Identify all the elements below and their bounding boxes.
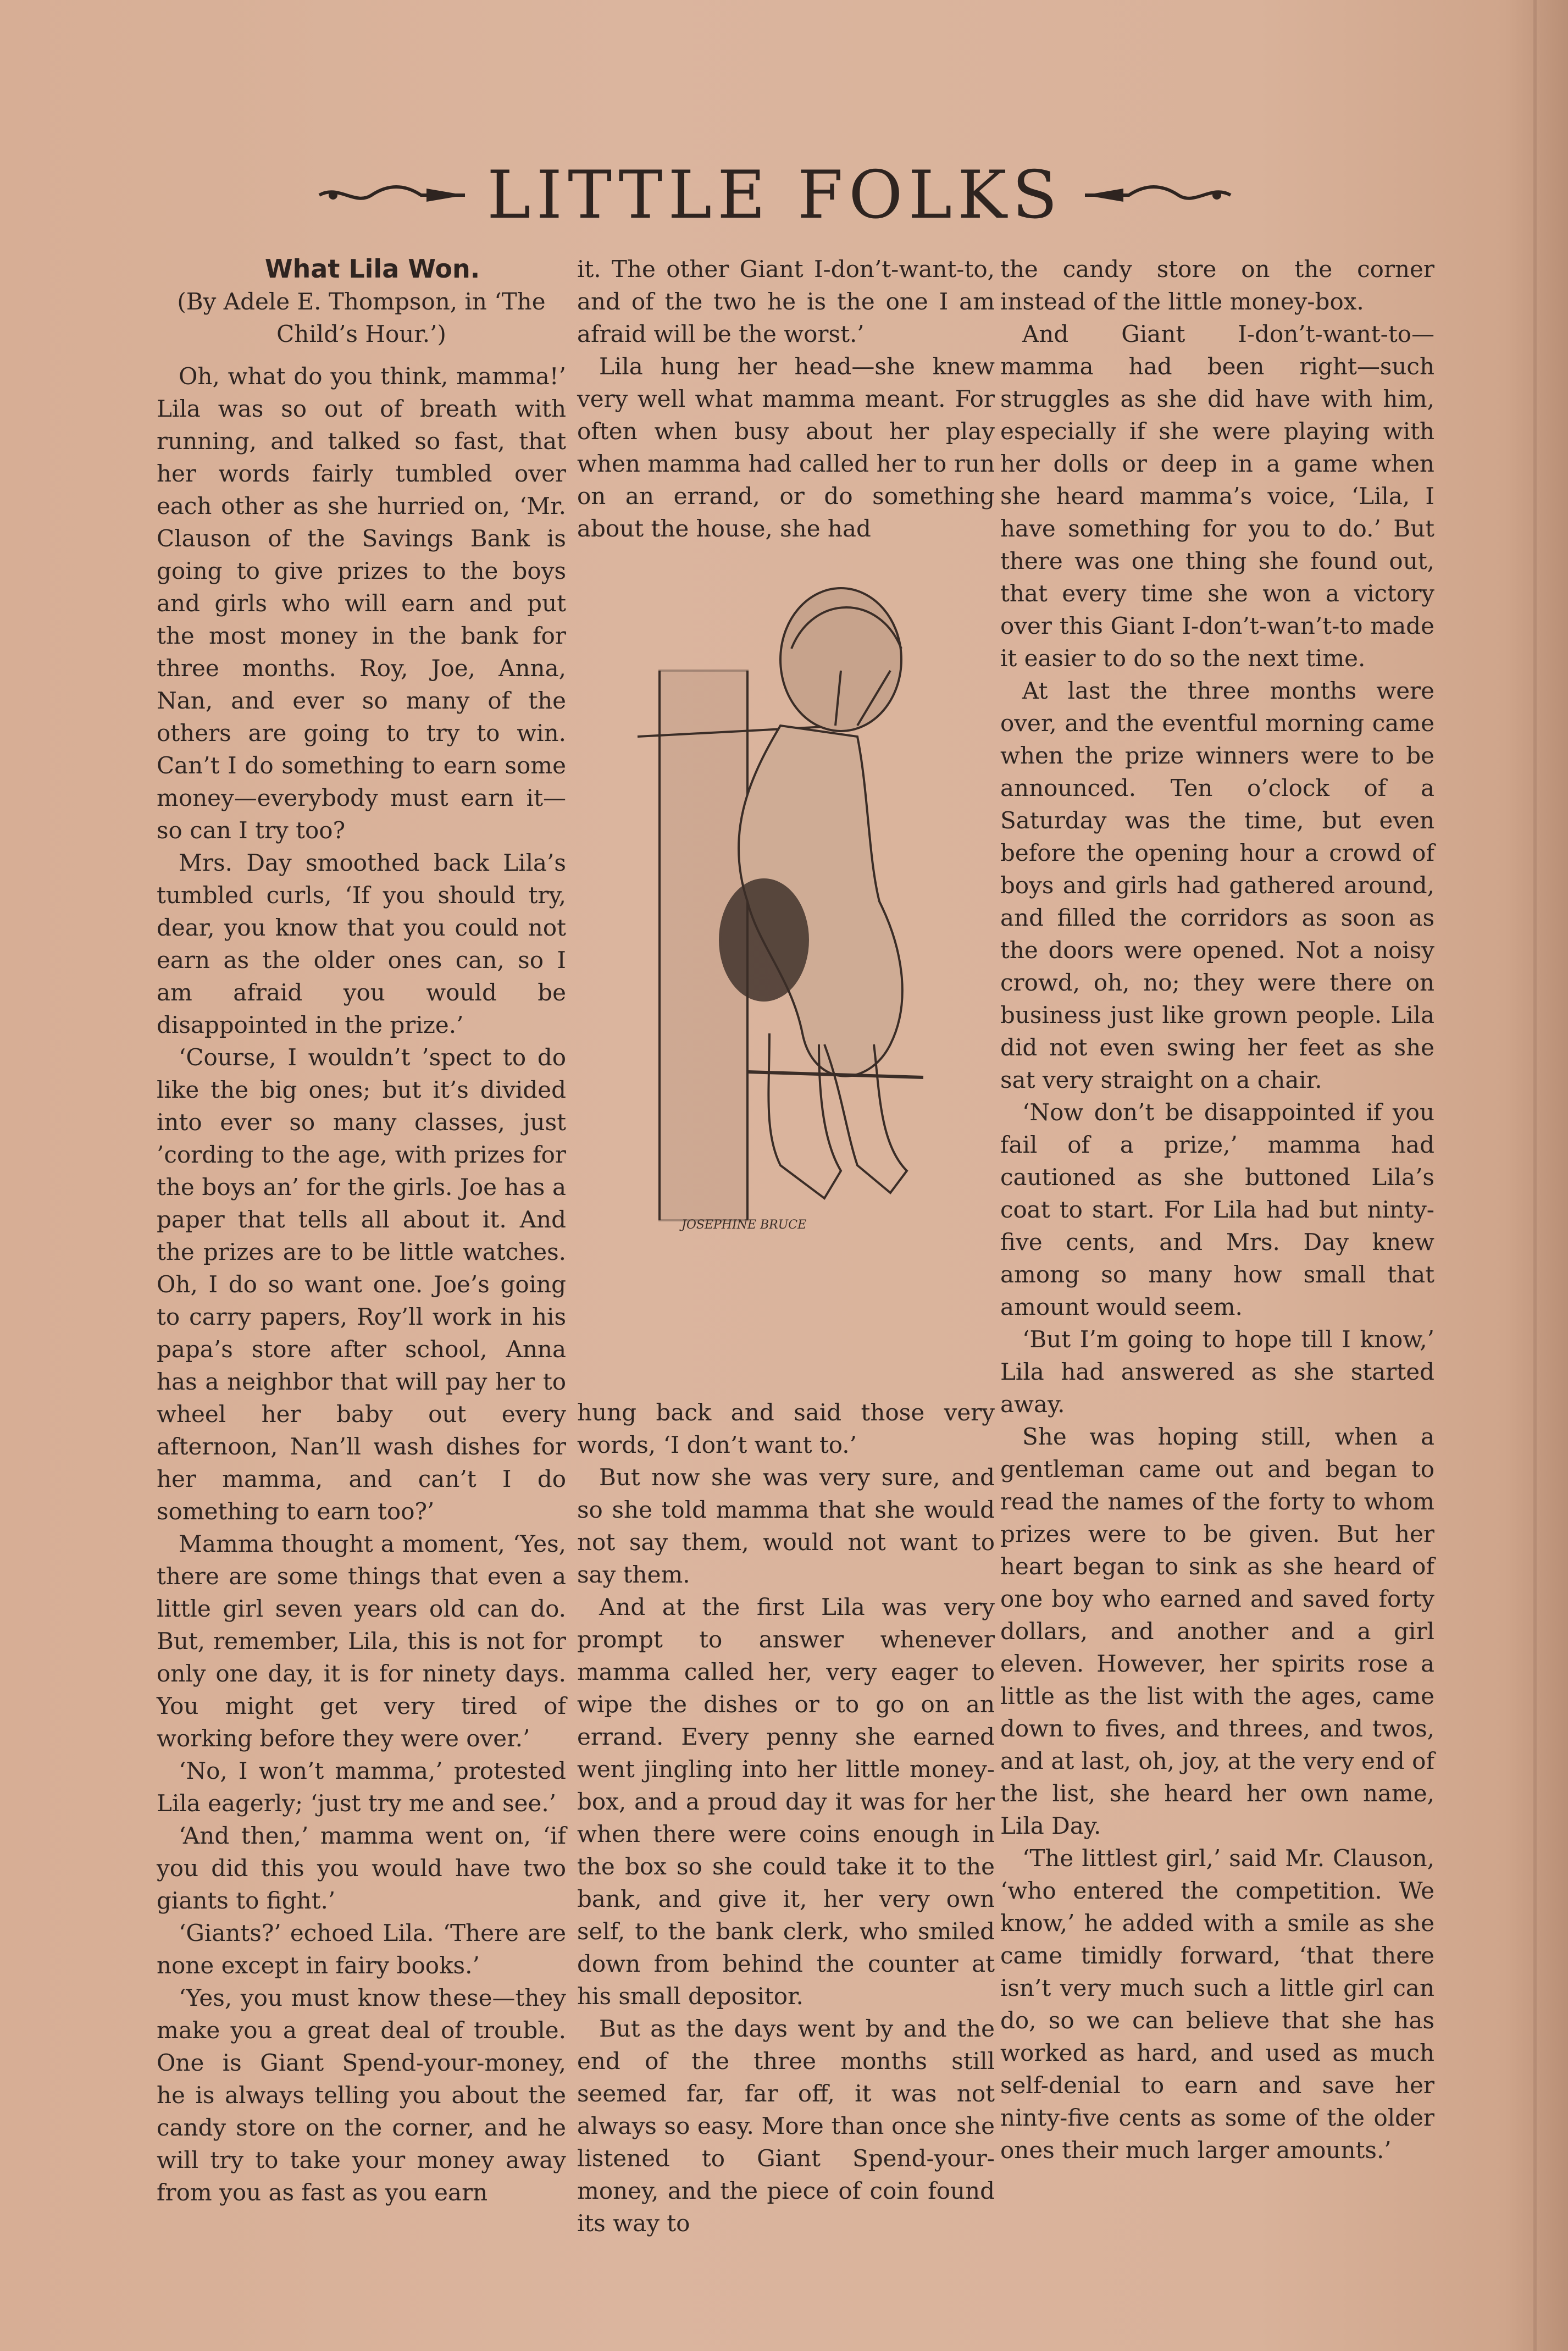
ornament-left-icon bbox=[317, 179, 470, 212]
paragraph: it. The other Giant I-don’t-want-to, and of the two he is the one I am afraid will be the worst.’ bbox=[577, 256, 995, 347]
paragraph: Lila hung her head—she knew very well what mamma meant. For often when busy about her play when mamma had called her to run on an errand, or do something about the house, she had bbox=[577, 353, 995, 542]
girl-illustration bbox=[583, 561, 989, 1352]
page-title: LITTLE FOLKS bbox=[486, 157, 1063, 234]
column-2-bottom bbox=[577, 1396, 995, 2239]
paragraph: ‘Now don’t be disappointed if you fail of a prize,’ mamma had cautioned as she buttoned Lila’s coat to start. For Lila had but ninty-five cents, and Mrs. Day knew among so many how small that amount would seem. bbox=[1000, 1099, 1434, 1320]
paragraph: And Giant I-don’t-want-to—mamma had been right—such struggles as she did have with him, especially if she were playing with her dolls or deep in a game when she heard mamma’s voice, ‘Lila, I have something for you to do.’ But there was one thing she found out, that every time she won a victory over this Giant I-don’t-wan’t-to made it easier to do so the next time. bbox=[1000, 320, 1434, 672]
column-2-top bbox=[577, 253, 995, 545]
paragraph: ‘Yes, you must know these—they make you a great deal of trouble. One is Giant Spend-your-money, he is always telling you about the candy store on the corner, and he will try to take your money away from you as fast as you earn bbox=[157, 1984, 566, 2206]
article-title: What Lila Won. bbox=[264, 254, 480, 284]
paragraph: ‘No, I won’t mamma,’ protested Lila eagerly; ‘just try me and see.’ bbox=[157, 1757, 566, 1817]
paragraph: hung back and said those very words, ‘I don’t want to.’ bbox=[577, 1399, 995, 1458]
ornament-right-icon bbox=[1079, 179, 1233, 212]
paragraph: Mrs. Day smoothed back Lila’s tumbled curls, ‘If you should try, dear, you know that you could not earn as the older ones can, so I am afraid you would be disappointed in the prize.’ bbox=[157, 849, 566, 1038]
paragraph: And at the first Lila was very prompt to answer whenever mamma called her, very eager to wipe the dishes or to go on an errand. Every penny she earned went jingling into her little money-box, and a proud day it was for her when there were coins enough in the box so she could take it to the bank, and give it, her very own self, to the bank clerk, who smiled down from behind the counter at his small depositor. bbox=[577, 1594, 995, 2010]
paragraph: ‘But I’m going to hope till I know,’ Lila had answered as she started away. bbox=[1000, 1326, 1434, 1418]
paragraph: But now she was very sure, and so she told mamma that she would not say them, would not want to say them. bbox=[577, 1464, 995, 1588]
paragraph: ‘Giants?’ echoed Lila. ‘There are none except in fairy books.’ bbox=[157, 1919, 566, 1979]
column-3 bbox=[1000, 253, 1434, 2166]
paragraph: But as the days went by and the end of the three months still seemed far, far off, it was not always so easy. More than once she listened to Giant Spend-your-money, and the piece of coin found its way to bbox=[577, 2015, 995, 2237]
paragraph: Mamma thought a moment, ‘Yes, there are some things that even a little girl seven years old can do. But, remember, Lila, this is not for only one day, it is for ninety days. You might get very tired of working before they were over.’ bbox=[157, 1530, 566, 1752]
paragraph: ‘The littlest girl,’ said Mr. Clauson, ‘who entered the competition. We know,’ he added with a smile as she came timidly forward, ‘that there isn’t very much such a little girl can do, so we can believe that she has worked as hard, and used as much self-denial to earn and save her ninty-five cents as some of the older ones their much larger amounts.’ bbox=[1000, 1845, 1434, 2164]
section-header bbox=[308, 154, 1242, 236]
illustration-signature: JOSEPHINE BRUCE bbox=[682, 1218, 807, 1232]
paragraph: Oh, what do you think, mamma!’ Lila was so out of breath with running, and talked so fast, that her words fairly tumbled over each other as she hurried on, ‘Mr. Clauson of the Savings Bank is going to give prizes to the boys and girls who will earn and put the most money in the bank for three months. Roy, Joe, Anna, Nan, and ever so many of the others are going to try to win. Can’t I do something to earn some money—everybody must earn it—so can I try too? bbox=[157, 363, 566, 844]
paragraph: She was hoping still, when a gentleman came out and began to read the names of the forty to whom prizes were to be given. But her heart began to sink as she heard of one boy who earned and saved forty dollars, and another and a girl eleven. However, her spirits rose a little as the list with the ages, came down to fives, and threes, and twos, and at last, oh, joy, at the very end of the list, she heard her own name, Lila Day. bbox=[1000, 1423, 1434, 1839]
paragraph: At last the three months were over, and the eventful morning came when the prize winners were to be announced. Ten o’clock of a Saturday was the time, but even before the opening hour a crowd of boys and girls had gathered around, and filled the corridors as soon as the doors were opened. Not a noisy crowd, oh, no; they were there on business just like grown people. Lila did not even swing her feet as she sat very straight on a chair. bbox=[1000, 677, 1434, 1093]
column-1 bbox=[157, 253, 566, 2209]
paragraph: ‘Course, I wouldn’t ’spect to do like the big ones; but it’s divided into ever so many classes, just ’cording to the age, with prizes for the boys an’ for the girls. Joe has a paper that tells all about it. And the prizes are to be little watches. Oh, I do so want one. Joe’s going to carry papers, Roy’ll work in his papa’s store after school, Anna has a neighbor that will pay her to wheel her baby out every afternoon, Nan’ll wash dishes for her mamma, and can’t I do something to earn too?’ bbox=[157, 1044, 566, 1525]
paragraph: ‘And then,’ mamma went on, ‘if you did this you would have two giants to fight.’ bbox=[157, 1822, 566, 1914]
article-byline: (By Adele E. Thompson, in ‘The Child’s Hour.’) bbox=[177, 288, 546, 347]
paragraph: the candy store on the corner instead of the little money-box. bbox=[1000, 256, 1434, 315]
page-fold bbox=[1533, 0, 1537, 2351]
